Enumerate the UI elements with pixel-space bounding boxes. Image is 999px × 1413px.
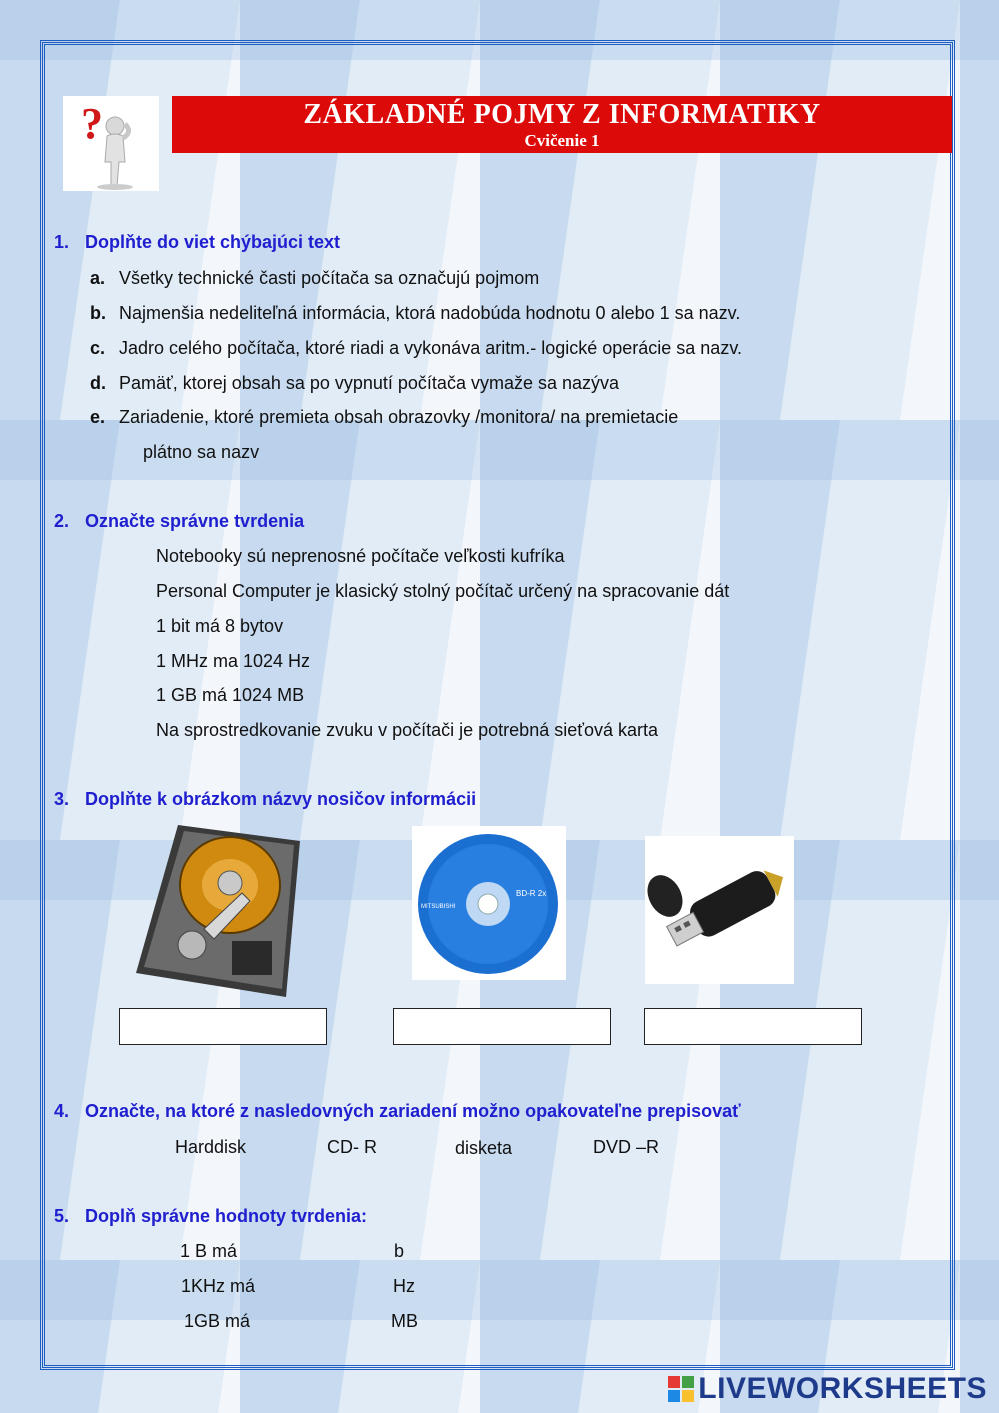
section-4-number: 4.: [54, 1101, 70, 1121]
item-text: Jadro celého počítača, ktoré riadi a vykonáva aritm.- logické operácie sa nazv.: [119, 338, 742, 358]
liveworksheets-logo: [668, 1372, 987, 1406]
usb-flash-drive-icon: [645, 836, 794, 984]
section-3-heading: [54, 789, 476, 810]
section-5-heading: [54, 1206, 367, 1227]
item-text: Najmenšia nedeliteľná informácia, ktorá nadobúda hodnotu 0 alebo 1 sa nazv.: [119, 303, 741, 323]
s1-item-e: [90, 406, 678, 428]
section-1-number: 1.: [54, 232, 70, 252]
section-1-heading: [54, 232, 340, 253]
item-text: Pamäť, ktorej obsah sa po vypnutí počítača vymaže sa nazýva: [119, 373, 620, 393]
s1-item-b: [90, 302, 740, 324]
s4-option[interactable]: Harddisk: [175, 1137, 247, 1157]
s2-statement[interactable]: 1 GB má 1024 MB: [156, 685, 305, 705]
liveworksheets-cubes-icon: [668, 1376, 694, 1402]
s1-item-a: [90, 267, 539, 289]
s2-statement[interactable]: Notebooky sú neprenosné počítače veľkosti kufríka: [156, 546, 565, 566]
s5-row-right: Hz: [393, 1276, 415, 1296]
section-3-title: Doplňte k obrázkom názvy nosičov informácii: [85, 789, 477, 809]
s2-statement[interactable]: Personal Computer je klasický stolný počítač určený na spracovanie dát: [156, 581, 730, 601]
s1-item-e-continuation: plátno sa nazv: [143, 442, 260, 462]
s5-row-left: 1GB má: [184, 1311, 251, 1331]
item-text: Zariadenie, ktoré premieta obsah obrazovky /monitora/ na premietacie: [119, 407, 679, 427]
svg-text:?: ?: [81, 99, 103, 148]
s1-item-c: [90, 337, 742, 359]
s4-option[interactable]: DVD –R: [593, 1137, 660, 1157]
s2-statement[interactable]: 1 MHz ma 1024 Hz: [156, 651, 311, 671]
item-label: d.: [90, 373, 106, 393]
s4-option[interactable]: CD- R: [327, 1137, 377, 1157]
s5-row-right: MB: [391, 1311, 418, 1331]
page-subtitle: Cvičenie 1: [524, 131, 600, 150]
title-banner: [172, 96, 952, 153]
item-label: c.: [90, 338, 106, 358]
blu-ray-disc-icon: [412, 826, 566, 980]
section-3-number: 3.: [54, 789, 70, 809]
section-1-title: Doplňte do viet chýbajúci text: [85, 232, 341, 252]
answer-input-hard-disk[interactable]: [119, 1008, 327, 1045]
disc-brand-text: MITSUBISHI: [421, 904, 456, 910]
s2-statement[interactable]: 1 bit má 8 bytov: [156, 616, 284, 636]
section-2-heading: [54, 511, 304, 532]
s5-row-left: 1KHz má: [181, 1276, 256, 1296]
thinking-man-question-mark-icon: [63, 96, 159, 191]
section-4-title: Označte, na ktoré z nasledovných zariadení možno opakovateľne prepisovať: [85, 1101, 741, 1121]
section-5-title: Doplň správne hodnoty tvrdenia:: [85, 1206, 368, 1226]
answer-input-blu-ray[interactable]: [393, 1008, 611, 1045]
item-label: e.: [90, 407, 106, 427]
disc-label-text: BD-R 2x: [516, 889, 547, 898]
section-5-number: 5.: [54, 1206, 70, 1226]
section-2-number: 2.: [54, 511, 70, 531]
section-2-title: Označte správne tvrdenia: [85, 511, 305, 531]
item-label: a.: [90, 268, 106, 288]
hard-disk-icon: [132, 821, 304, 999]
s5-row-right: b: [394, 1241, 405, 1261]
s1-item-d: [90, 372, 619, 394]
item-label: b.: [90, 303, 106, 323]
page-title: ZÁKLADNÉ POJMY Z INFORMATIKY: [303, 99, 821, 130]
section-4-heading: [54, 1101, 741, 1122]
answer-input-usb[interactable]: [644, 1008, 862, 1045]
s5-row-left: 1 B má: [180, 1241, 238, 1261]
item-text: Všetky technické časti počítača sa označujú pojmom: [119, 268, 540, 288]
s2-statement[interactable]: Na sprostredkovanie zvuku v počítači je potrebná sieťová karta: [156, 720, 659, 740]
brand-text: LIVEWORKSHEETS: [698, 1372, 987, 1405]
s4-option[interactable]: disketa: [455, 1138, 513, 1158]
